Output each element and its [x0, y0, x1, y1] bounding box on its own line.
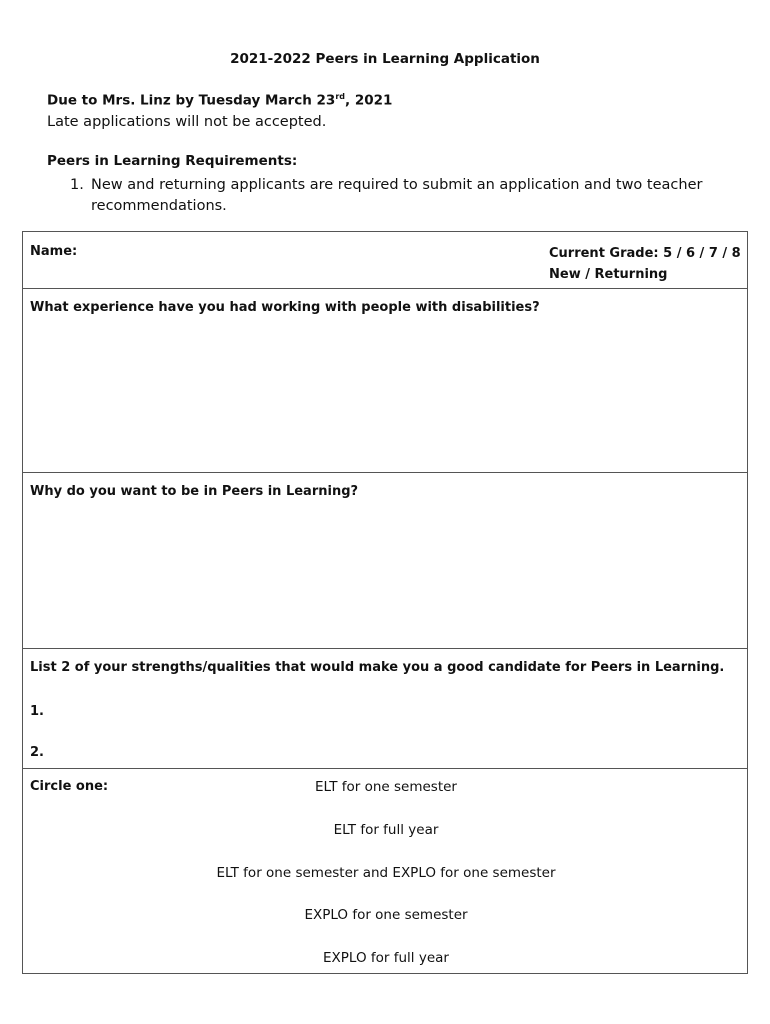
grade-label: Current Grade: 5 / 6 / 7 / 8: [549, 246, 741, 261]
status-label: New / Returning: [549, 267, 668, 282]
row-divider: [23, 288, 747, 289]
due-date: [47, 92, 392, 109]
circle-one-label: Circle one:: [30, 779, 109, 794]
question-strengths: List 2 of your strengths/qualities that would make you a good candidate for Peers in Learning.: [30, 660, 725, 675]
option-elt-year: ELT for full year: [333, 822, 439, 838]
requirement-item: [70, 175, 730, 217]
due-date-year: , 2021: [344, 92, 393, 109]
row-divider: [23, 472, 747, 473]
grade-status-block: [549, 243, 741, 285]
requirement-number: 1.: [70, 177, 84, 193]
row-divider: [23, 768, 747, 769]
late-note: Late applications will not be accepted.: [47, 114, 327, 130]
row-divider: [23, 648, 747, 649]
strength-1-label: 1.: [30, 704, 44, 719]
page-title: 2021-2022 Peers in Learning Application: [230, 51, 540, 67]
due-date-main: Due to Mrs. Linz by Tuesday March 23: [47, 92, 336, 109]
option-elt-semester: ELT for one semester: [315, 779, 457, 795]
name-field-label: Name:: [30, 244, 78, 259]
strength-2-label: 2.: [30, 745, 44, 760]
question-experience: What experience have you had working with people with disabilities?: [30, 300, 540, 315]
due-date-suffix: rd: [335, 92, 345, 101]
requirements-heading: Peers in Learning Requirements:: [47, 153, 298, 169]
question-why: Why do you want to be in Peers in Learning?: [30, 484, 359, 499]
option-explo-semester: EXPLO for one semester: [304, 907, 468, 923]
requirement-text: New and returning applicants are required to submit an application and two teacher recommendations.: [91, 177, 703, 214]
application-form: [22, 231, 748, 974]
option-explo-year: EXPLO for full year: [323, 950, 449, 966]
option-elt-explo-semester: ELT for one semester and EXPLO for one semester: [216, 865, 556, 881]
